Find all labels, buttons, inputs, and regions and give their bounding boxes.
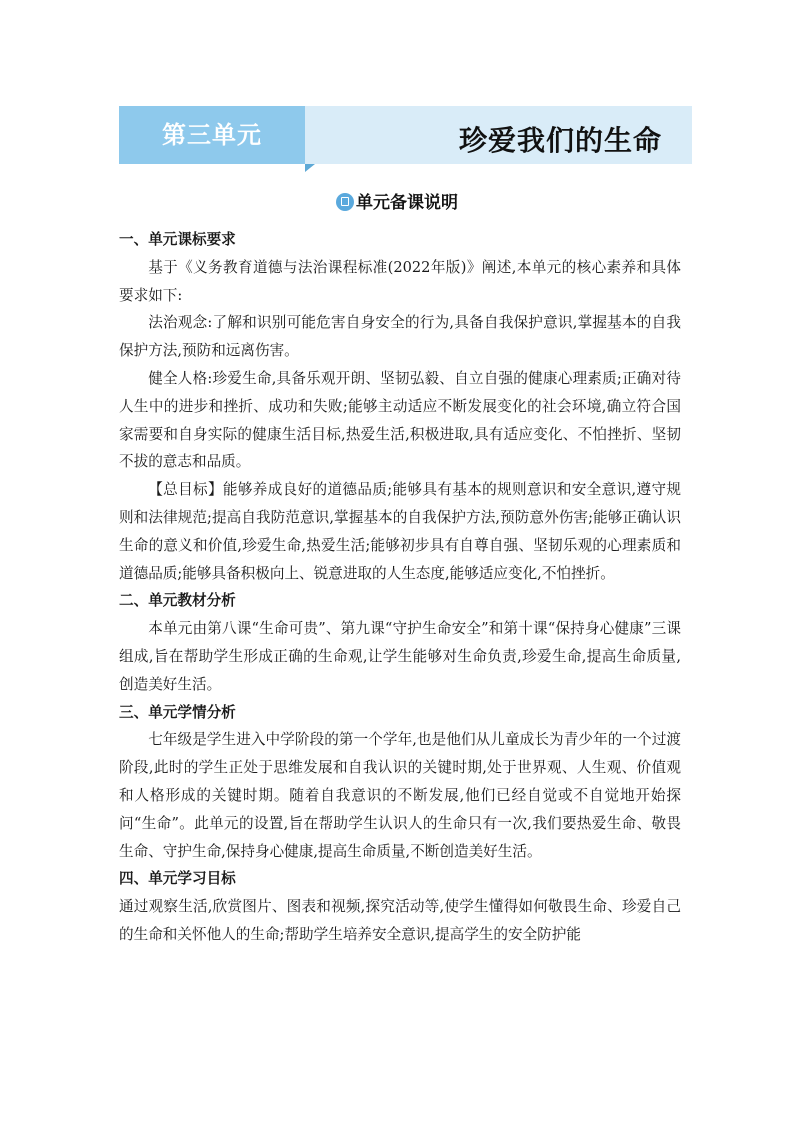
- section-heading: 一、单元课标要求: [119, 231, 236, 248]
- section-heading: 四、单元学习目标: [119, 870, 236, 888]
- paragraph: 【总目标】能够养成良好的道德品质;能够具有基本的规则意识和安全意识,遵守规则和法律规范;提高自我防范意识,掌握基本的自我保护方法,预防意外伤害;能够正确认识生命的意义和价值,珍爱生命,热爱生活;能够初步具有自尊自强、坚韧乐观的心理素质和道德品质;能够具备积极向上、锐意进取的人生态度,能够适应变化,不怕挫折。: [119, 481, 681, 582]
- paragraph: 健全人格:珍爱生命,具备乐观开朗、坚韧弘毅、自立自强的健康心理素质;正确对待人生中的进步和挫折、成功和失败;能够主动适应不断发展变化的社会环境,确立符合国家需要和自身实际的健康生活目标,热爱生活,积极进取,具有适应变化、不怕挫折、坚韧不拔的意志和品质。: [119, 369, 681, 471]
- section-title-text: 单元备课说明: [356, 193, 458, 213]
- banner-fold: [305, 164, 315, 172]
- clipboard-icon: [336, 193, 354, 211]
- unit-banner: [119, 106, 692, 170]
- section-heading: 二、单元教材分析: [119, 592, 236, 610]
- paragraph: 法治观念:了解和识别可能危害自身安全的行为,具备自我保护意识,掌握基本的自我保护方法,预防和远离伤害。: [119, 314, 681, 360]
- paragraph: 基于《义务教育道德与法治课程标准(2022年版)》阐述,本单元的核心素养和具体要求如下:: [119, 258, 681, 304]
- paragraph: 本单元由第八课“生命可贵”、第九课“守护生命安全”和第十课“保持身心健康”三课组成,旨在帮助学生形成正确的生命观,让学生能够对生命负责,珍爱生命,提高生命质量,创造美好生活。: [119, 620, 681, 693]
- section-heading: 三、单元学情分析: [119, 703, 236, 721]
- paragraph: 通过观察生活,欣赏图片、图表和视频,探究活动等,使学生懂得如何敬畏生命、珍爱自己的生命和关怀他人的生命;帮助学生培养安全意识,提高学生的安全防护能: [119, 898, 681, 943]
- document-body: [119, 226, 681, 949]
- paragraph: 七年级是学生进入中学阶段的第一个学年,也是他们从儿童成长为青少年的一个过渡阶段,此时的学生正处于思维发展和自我认识的关键时期,处于世界观、人生观、价值观和人格形成的关键时期。随着自我意识的不断发展,他们已经自觉或不自觉地开始探问“生命”。此单元的设置,旨在帮助学生认识人的生命只有一次,我们要热爱生命、敬畏生命、守护生命,保持身心健康,提高生命质量,不断创造美好生活。: [119, 731, 681, 860]
- unit-title: 珍爱我们的生命: [458, 124, 662, 157]
- section-title: [0, 188, 794, 213]
- unit-label: 第三单元: [162, 121, 262, 149]
